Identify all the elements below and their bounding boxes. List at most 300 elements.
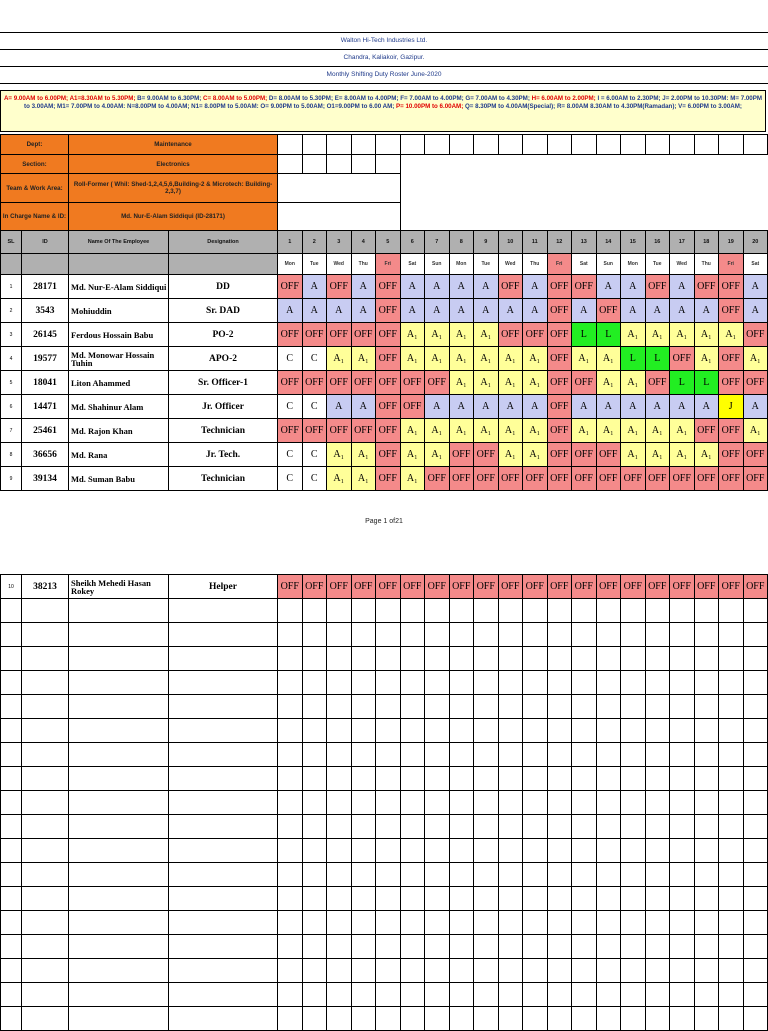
blank-cell bbox=[68, 646, 169, 671]
blank-cell bbox=[351, 886, 377, 911]
blank-cell bbox=[718, 790, 744, 815]
blank-cell bbox=[547, 934, 573, 959]
blank-cell bbox=[400, 1006, 426, 1031]
blank-cell bbox=[669, 790, 695, 815]
blank-cell bbox=[168, 646, 278, 671]
work-area-value: Roll-Former ( Whil: Shed-1,2,4,5,6,Building-2 & Microtech: Building-2,3,7) bbox=[68, 173, 278, 203]
blank-cell bbox=[498, 134, 524, 155]
shift-cell: A₁ bbox=[620, 418, 646, 443]
legend-segment: D= 8.00AM to 5.30PM; E= 8.00AM to 4.00PM; F= 7.00AM to 4.00PM; G= 7.00AM to 4.30PM; bbox=[269, 95, 532, 102]
blank-cell bbox=[571, 838, 597, 863]
blank-cell bbox=[326, 622, 352, 647]
shift-cell: A₁ bbox=[669, 322, 695, 347]
blank-cell bbox=[522, 622, 548, 647]
shift-cell: C bbox=[302, 466, 328, 491]
employee-id: 26145 bbox=[21, 322, 69, 347]
shift-cell: OFF bbox=[743, 370, 768, 395]
blank-cell bbox=[302, 598, 328, 623]
blank-cell bbox=[522, 862, 548, 887]
blank-cell bbox=[326, 646, 352, 671]
blank-cell bbox=[571, 934, 597, 959]
shift-cell: A bbox=[473, 394, 499, 419]
blank-cell bbox=[547, 598, 573, 623]
blank-cell bbox=[277, 766, 303, 791]
blank-cell bbox=[596, 886, 622, 911]
blank-cell bbox=[620, 622, 646, 647]
day-name: Wed bbox=[498, 253, 524, 275]
shift-cell: OFF bbox=[645, 574, 671, 599]
shift-cell: L bbox=[645, 346, 671, 371]
employee-sl: 9 bbox=[0, 466, 22, 491]
blank-cell bbox=[694, 766, 720, 791]
blank-cell bbox=[424, 958, 450, 983]
day-name: Fri bbox=[547, 253, 573, 275]
employee-name: Md. Rana bbox=[68, 442, 169, 467]
blank-cell bbox=[21, 718, 69, 743]
blank-cell bbox=[302, 694, 328, 719]
blank-cell bbox=[449, 958, 475, 983]
blank-cell bbox=[449, 838, 475, 863]
shift-cell: A₁ bbox=[669, 442, 695, 467]
shift-cell: A₁ bbox=[400, 322, 426, 347]
employee-name: Mohiuddin bbox=[68, 298, 169, 323]
blank-cell bbox=[424, 694, 450, 719]
shift-cell: A₁ bbox=[522, 442, 548, 467]
shift-cell: OFF bbox=[547, 394, 573, 419]
blank-cell bbox=[68, 910, 169, 935]
blank-cell bbox=[68, 694, 169, 719]
blank-cell bbox=[277, 1006, 303, 1031]
shift-cell: A₁ bbox=[694, 442, 720, 467]
blank-cell bbox=[302, 766, 328, 791]
shift-cell: OFF bbox=[571, 370, 597, 395]
blank-cell bbox=[449, 718, 475, 743]
shift-cell: A bbox=[743, 394, 768, 419]
blank-cell bbox=[0, 838, 22, 863]
blank-cell bbox=[168, 838, 278, 863]
blank-cell bbox=[498, 886, 524, 911]
blank-cell bbox=[375, 742, 401, 767]
col-header-day: 18 bbox=[694, 230, 720, 254]
blank-cell bbox=[375, 910, 401, 935]
header-rule bbox=[0, 49, 768, 50]
shift-cell: OFF bbox=[424, 370, 450, 395]
day-name: Mon bbox=[620, 253, 646, 275]
blank-cell bbox=[400, 934, 426, 959]
blank-cell bbox=[326, 154, 352, 174]
shift-cell: OFF bbox=[547, 322, 573, 347]
blank-cell bbox=[68, 814, 169, 839]
shift-cell: C bbox=[302, 346, 328, 371]
blank-cell bbox=[718, 934, 744, 959]
blank-cell bbox=[68, 1006, 169, 1031]
blank-cell bbox=[0, 646, 22, 671]
company-name: Walton Hi-Tech Industries Ltd. bbox=[0, 37, 768, 44]
blank-cell bbox=[400, 646, 426, 671]
blank-cell bbox=[68, 598, 169, 623]
shift-cell: A bbox=[669, 394, 695, 419]
blank-cell bbox=[326, 766, 352, 791]
shift-cell: OFF bbox=[718, 274, 744, 299]
employee-designation: Sr. DAD bbox=[168, 298, 278, 323]
blank-cell bbox=[21, 934, 69, 959]
shift-cell: OFF bbox=[375, 442, 401, 467]
employee-id: 28171 bbox=[21, 274, 69, 299]
blank-cell bbox=[571, 814, 597, 839]
col-header-day: 19 bbox=[718, 230, 744, 254]
blank-cell bbox=[277, 814, 303, 839]
blank-cell bbox=[620, 766, 646, 791]
in-charge-label: In Charge Name & ID: bbox=[0, 202, 69, 231]
blank-cell bbox=[400, 886, 426, 911]
blank-cell bbox=[424, 790, 450, 815]
blank-cell bbox=[351, 862, 377, 887]
blank-cell bbox=[473, 790, 499, 815]
blank-cell bbox=[694, 670, 720, 695]
blank-cell bbox=[400, 982, 426, 1007]
blank-cell bbox=[473, 958, 499, 983]
day-name: Wed bbox=[669, 253, 695, 275]
shift-cell: A₁ bbox=[694, 322, 720, 347]
blank-cell bbox=[498, 670, 524, 695]
employee-name: Md. Monowar Hossain Tuhin bbox=[68, 346, 169, 371]
blank-cell bbox=[669, 838, 695, 863]
blank-cell bbox=[571, 982, 597, 1007]
shift-cell: C bbox=[302, 394, 328, 419]
day-name: Sat bbox=[571, 253, 597, 275]
blank-cell bbox=[400, 670, 426, 695]
blank-cell bbox=[743, 670, 768, 695]
blank-cell bbox=[522, 790, 548, 815]
blank-cell bbox=[571, 598, 597, 623]
blank-cell bbox=[326, 910, 352, 935]
blank-cell bbox=[645, 646, 671, 671]
col-header-day: 2 bbox=[302, 230, 328, 254]
blank-cell bbox=[547, 694, 573, 719]
blank-cell bbox=[351, 622, 377, 647]
blank-cell bbox=[375, 1006, 401, 1031]
col-header-blank bbox=[0, 253, 22, 275]
blank-cell bbox=[277, 982, 303, 1007]
employee-id: 3543 bbox=[21, 298, 69, 323]
blank-cell bbox=[21, 814, 69, 839]
col-header-day: 3 bbox=[326, 230, 352, 254]
blank-cell bbox=[21, 862, 69, 887]
blank-cell bbox=[547, 790, 573, 815]
blank-cell bbox=[718, 694, 744, 719]
blank-cell bbox=[645, 1006, 671, 1031]
blank-cell bbox=[522, 718, 548, 743]
blank-cell bbox=[718, 622, 744, 647]
blank-cell bbox=[498, 934, 524, 959]
shift-cell: OFF bbox=[547, 574, 573, 599]
shift-cell: A bbox=[522, 394, 548, 419]
blank-cell bbox=[375, 134, 401, 155]
blank-cell bbox=[498, 742, 524, 767]
day-name: Sat bbox=[743, 253, 768, 275]
day-name: Wed bbox=[326, 253, 352, 275]
blank-cell bbox=[620, 958, 646, 983]
blank-cell bbox=[743, 622, 768, 647]
blank-cell bbox=[645, 694, 671, 719]
blank-cell bbox=[596, 862, 622, 887]
blank-cell bbox=[168, 790, 278, 815]
day-name: Thu bbox=[694, 253, 720, 275]
blank-cell bbox=[498, 862, 524, 887]
blank-cell bbox=[375, 598, 401, 623]
shift-cell: C bbox=[277, 346, 303, 371]
shift-cell: A₁ bbox=[522, 418, 548, 443]
shift-cell: OFF bbox=[547, 442, 573, 467]
shift-cell: A bbox=[596, 274, 622, 299]
blank-cell bbox=[547, 814, 573, 839]
blank-cell bbox=[168, 670, 278, 695]
shift-cell: A₁ bbox=[400, 442, 426, 467]
blank-cell bbox=[694, 694, 720, 719]
blank-cell bbox=[718, 134, 744, 155]
blank-cell bbox=[694, 790, 720, 815]
shift-cell: OFF bbox=[375, 418, 401, 443]
blank-cell bbox=[596, 622, 622, 647]
blank-cell bbox=[669, 718, 695, 743]
blank-cell bbox=[68, 838, 169, 863]
blank-cell bbox=[547, 646, 573, 671]
shift-cell: OFF bbox=[547, 418, 573, 443]
blank-cell bbox=[473, 886, 499, 911]
shift-cell: OFF bbox=[522, 574, 548, 599]
blank-cell bbox=[21, 598, 69, 623]
legend-segment: Q= 8.30PM to 4.00AM(Special); R= 8.00AM 8.30AM to 4.30PM(Ramadan); V= 6.00PM to 3.00AM; bbox=[465, 103, 742, 110]
shift-cell: A₁ bbox=[620, 322, 646, 347]
employee-sl: 5 bbox=[0, 370, 22, 395]
shift-cell: A bbox=[351, 298, 377, 323]
blank-cell bbox=[168, 862, 278, 887]
blank-cell bbox=[645, 766, 671, 791]
col-header-sl: SL bbox=[0, 230, 22, 254]
shift-cell: OFF bbox=[571, 274, 597, 299]
blank-cell bbox=[351, 958, 377, 983]
shift-cell: A₁ bbox=[473, 322, 499, 347]
blank-cell bbox=[0, 766, 22, 791]
shift-cell: A bbox=[571, 394, 597, 419]
legend-segment: H= 6.00AM to 2.00PM; bbox=[532, 95, 598, 102]
blank-cell bbox=[522, 958, 548, 983]
blank-cell bbox=[302, 982, 328, 1007]
shift-cell: A₁ bbox=[522, 346, 548, 371]
blank-cell bbox=[68, 886, 169, 911]
blank-cell bbox=[326, 886, 352, 911]
blank-cell bbox=[424, 766, 450, 791]
blank-cell bbox=[68, 862, 169, 887]
shift-cell: A₁ bbox=[449, 346, 475, 371]
blank-cell bbox=[326, 598, 352, 623]
blank-cell bbox=[68, 622, 169, 647]
blank-cell bbox=[620, 670, 646, 695]
blank-cell bbox=[571, 886, 597, 911]
employee-designation: Technician bbox=[168, 418, 278, 443]
blank-cell bbox=[168, 742, 278, 767]
shift-cell: OFF bbox=[498, 322, 524, 347]
roster-title: Monthly Shifting Duty Roster June-2020 bbox=[0, 71, 768, 78]
shift-cell: A bbox=[449, 394, 475, 419]
shift-cell: OFF bbox=[596, 298, 622, 323]
blank-cell bbox=[277, 134, 303, 155]
col-header-day: 16 bbox=[645, 230, 671, 254]
shift-cell: A bbox=[596, 394, 622, 419]
shift-cell: OFF bbox=[743, 466, 768, 491]
blank-cell bbox=[620, 814, 646, 839]
blank-cell bbox=[596, 766, 622, 791]
shift-cell: L bbox=[694, 370, 720, 395]
blank-cell bbox=[277, 154, 303, 174]
blank-cell bbox=[547, 742, 573, 767]
blank-cell bbox=[375, 958, 401, 983]
blank-cell bbox=[522, 670, 548, 695]
shift-cell: OFF bbox=[277, 418, 303, 443]
shift-cell: OFF bbox=[718, 418, 744, 443]
blank-cell bbox=[547, 958, 573, 983]
shift-cell: OFF bbox=[718, 346, 744, 371]
day-name: Mon bbox=[449, 253, 475, 275]
blank-cell bbox=[168, 718, 278, 743]
blank-cell bbox=[168, 958, 278, 983]
shift-cell: OFF bbox=[424, 574, 450, 599]
blank-cell bbox=[571, 862, 597, 887]
blank-cell bbox=[351, 790, 377, 815]
shift-cell: OFF bbox=[743, 322, 768, 347]
shift-cell: OFF bbox=[473, 442, 499, 467]
shift-cell: OFF bbox=[351, 322, 377, 347]
blank-cell bbox=[375, 694, 401, 719]
blank-cell bbox=[0, 694, 22, 719]
col-header-day: 11 bbox=[522, 230, 548, 254]
blank-cell bbox=[351, 154, 377, 174]
blank-cell bbox=[400, 598, 426, 623]
blank-cell bbox=[302, 134, 328, 155]
shift-cell: OFF bbox=[694, 466, 720, 491]
blank-cell bbox=[718, 910, 744, 935]
blank-cell bbox=[498, 958, 524, 983]
blank-cell bbox=[498, 646, 524, 671]
blank-cell bbox=[718, 886, 744, 911]
shift-cell: C bbox=[277, 442, 303, 467]
blank-cell bbox=[694, 862, 720, 887]
blank-cell bbox=[547, 982, 573, 1007]
blank-cell bbox=[694, 646, 720, 671]
shift-cell: A bbox=[351, 274, 377, 299]
shift-cell: A bbox=[522, 298, 548, 323]
blank-cell bbox=[351, 1006, 377, 1031]
blank-cell bbox=[694, 886, 720, 911]
blank-cell bbox=[498, 694, 524, 719]
shift-cell: A bbox=[498, 298, 524, 323]
shift-cell: A₁ bbox=[326, 466, 352, 491]
blank-cell bbox=[400, 958, 426, 983]
shift-cell: OFF bbox=[302, 370, 328, 395]
blank-cell bbox=[620, 886, 646, 911]
shift-cell: A bbox=[400, 298, 426, 323]
blank-cell bbox=[302, 814, 328, 839]
shift-cell: OFF bbox=[522, 322, 548, 347]
blank-cell bbox=[645, 910, 671, 935]
blank-cell bbox=[718, 646, 744, 671]
blank-cell bbox=[522, 910, 548, 935]
blank-cell bbox=[0, 814, 22, 839]
blank-cell bbox=[21, 982, 69, 1007]
blank-cell bbox=[473, 1006, 499, 1031]
blank-cell bbox=[326, 838, 352, 863]
blank-cell bbox=[645, 958, 671, 983]
blank-cell bbox=[277, 598, 303, 623]
blank-cell bbox=[620, 1006, 646, 1031]
blank-cell bbox=[547, 862, 573, 887]
shift-cell: A bbox=[424, 298, 450, 323]
employee-sl: 1 bbox=[0, 274, 22, 299]
blank-cell bbox=[694, 598, 720, 623]
employee-name: Ferdous Hossain Babu bbox=[68, 322, 169, 347]
blank-cell bbox=[522, 982, 548, 1007]
shift-cell: A bbox=[645, 298, 671, 323]
blank-cell bbox=[277, 910, 303, 935]
blank-cell bbox=[596, 790, 622, 815]
blank-cell bbox=[522, 694, 548, 719]
blank-cell bbox=[277, 694, 303, 719]
blank-cell bbox=[449, 766, 475, 791]
blank-cell bbox=[400, 838, 426, 863]
blank-cell bbox=[351, 646, 377, 671]
blank-cell bbox=[645, 838, 671, 863]
shift-cell: OFF bbox=[473, 574, 499, 599]
blank-cell bbox=[21, 910, 69, 935]
blank-cell bbox=[669, 934, 695, 959]
blank-cell bbox=[694, 934, 720, 959]
blank-cell bbox=[449, 622, 475, 647]
blank-cell bbox=[473, 718, 499, 743]
legend-segment: A= 9.00AM to 6.00PM; A1=8.30AM to 5.30PM; bbox=[4, 95, 137, 102]
shift-cell: OFF bbox=[596, 466, 622, 491]
day-name: Fri bbox=[718, 253, 744, 275]
blank-cell bbox=[547, 1006, 573, 1031]
blank-cell bbox=[302, 622, 328, 647]
blank-cell bbox=[669, 598, 695, 623]
shift-cell: A bbox=[669, 274, 695, 299]
shift-cell: A₁ bbox=[351, 442, 377, 467]
employee-designation: Jr. Tech. bbox=[168, 442, 278, 467]
blank-cell bbox=[620, 646, 646, 671]
day-name: Thu bbox=[522, 253, 548, 275]
blank-cell bbox=[620, 838, 646, 863]
blank-cell bbox=[400, 134, 426, 155]
shift-cell: OFF bbox=[375, 322, 401, 347]
blank-cell bbox=[302, 934, 328, 959]
blank-cell bbox=[424, 718, 450, 743]
shift-cell: OFF bbox=[718, 298, 744, 323]
blank-cell bbox=[0, 742, 22, 767]
blank-cell bbox=[498, 622, 524, 647]
shift-cell: OFF bbox=[375, 298, 401, 323]
blank-cell bbox=[596, 134, 622, 155]
blank-cell bbox=[694, 1006, 720, 1031]
blank-cell bbox=[449, 910, 475, 935]
blank-cell bbox=[645, 934, 671, 959]
blank-cell bbox=[375, 838, 401, 863]
blank-cell bbox=[277, 838, 303, 863]
blank-cell bbox=[424, 934, 450, 959]
blank-cell bbox=[669, 958, 695, 983]
shift-cell: OFF bbox=[571, 442, 597, 467]
shift-cell: A₁ bbox=[400, 466, 426, 491]
blank-cell bbox=[669, 134, 695, 155]
